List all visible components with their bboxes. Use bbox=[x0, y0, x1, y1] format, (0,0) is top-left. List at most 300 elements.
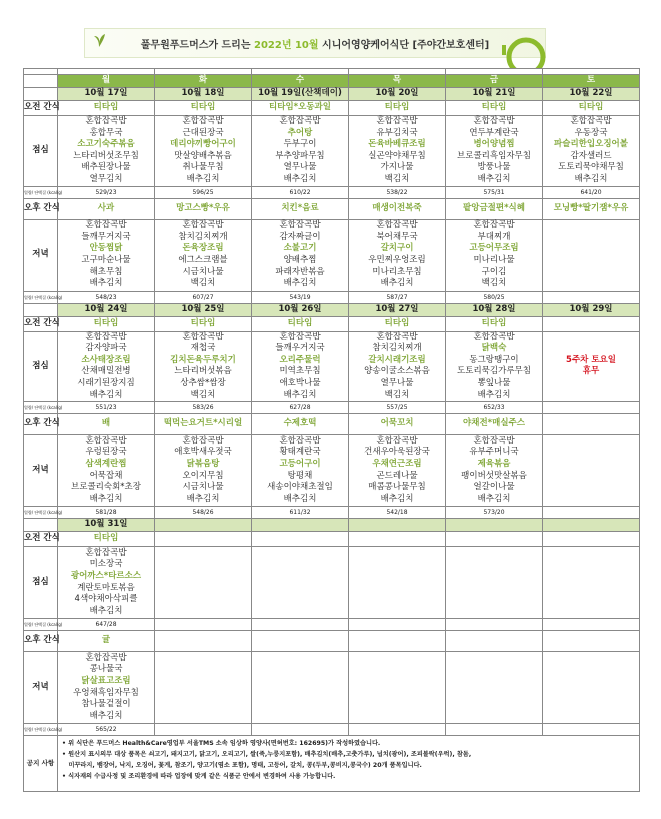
calorie-cell: 573/20 bbox=[446, 507, 543, 519]
menu-item: 추어탕 bbox=[287, 127, 313, 138]
day-header: 화 bbox=[155, 75, 252, 88]
menu-item: 파래자반볶음 bbox=[275, 266, 325, 277]
menu-item: 5주차 토요일 bbox=[566, 354, 616, 365]
date-cell bbox=[543, 519, 640, 532]
am-snack-cell: 티타임*오동과일 bbox=[252, 101, 349, 116]
table-row bbox=[24, 724, 640, 736]
menu-item: 혼합잡곡밥 bbox=[85, 547, 127, 558]
menu-item: 뽕잎나물 bbox=[477, 377, 511, 388]
day-header: 수 bbox=[252, 75, 349, 88]
lunch-cell bbox=[349, 547, 446, 619]
pm-snack-cell bbox=[543, 631, 640, 652]
pm-snack-cell: 모닝빵*딸기잼*우유 bbox=[543, 198, 640, 219]
menu-item: 들깨무거지국 bbox=[81, 231, 131, 242]
calorie-cell: 596/25 bbox=[155, 186, 252, 198]
menu-item: 우동장국 bbox=[574, 127, 608, 138]
menu-item: 고등어구이 bbox=[279, 459, 321, 470]
menu-item: 시금치나물 bbox=[182, 266, 224, 277]
row-label-calories: 열량/ 단백질 (kcal/g) bbox=[24, 724, 58, 736]
menu-item: 상추쌈*쌈장 bbox=[180, 377, 226, 388]
am-snack-cell bbox=[543, 532, 640, 547]
menu-item: 우렁된장국 bbox=[85, 447, 127, 458]
table-row bbox=[24, 291, 640, 303]
table-row bbox=[24, 435, 640, 507]
menu-item: 혼합잡곡밥 bbox=[473, 435, 515, 446]
menu-item: 에그스크램블 bbox=[178, 255, 228, 266]
menu-item: 해초무침 bbox=[89, 266, 123, 277]
calorie-cell: 565/22 bbox=[58, 724, 155, 736]
lunch-cell bbox=[58, 547, 155, 619]
calorie-cell: 611/32 bbox=[252, 507, 349, 519]
menu-item: 혼합잡곡밥 bbox=[182, 116, 224, 126]
am-snack-cell: 티타임 bbox=[155, 101, 252, 116]
menu-item: 느타리버섯볶음 bbox=[174, 366, 232, 377]
table-row bbox=[24, 219, 640, 291]
menu-item: 취나물무침 bbox=[182, 162, 224, 173]
am-snack-cell: 티타임 bbox=[58, 316, 155, 331]
am-snack-cell: 티타임 bbox=[446, 101, 543, 116]
am-snack-cell bbox=[252, 532, 349, 547]
lunch-cell bbox=[446, 116, 543, 187]
date-cell: 10월 17일 bbox=[58, 88, 155, 101]
notice-line-text: 위 식단은 푸드머스 Health&Care영업부 서울TMS 소속 임상하 영양사(면허번호: 162695)가 작성하였습니다. bbox=[68, 740, 381, 748]
row-label-calories: 열량/ 단백질 (kcal/g) bbox=[24, 291, 58, 303]
menu-item: 돈육바베큐조림 bbox=[368, 139, 426, 150]
menu-item: 혼합잡곡밥 bbox=[182, 220, 224, 231]
row-label-lunch: 점심 bbox=[24, 331, 58, 402]
date-cell: 10월 31일 bbox=[58, 519, 155, 532]
menu-item: 혼합잡곡밥 bbox=[85, 116, 127, 126]
pm-snack-cell: 떡먹는요거트*시리얼 bbox=[155, 414, 252, 435]
menu-item: 들깨우거지국 bbox=[275, 343, 325, 354]
pm-snack-cell: 망고스빵*우유 bbox=[155, 198, 252, 219]
pm-snack-cell bbox=[446, 631, 543, 652]
menu-item: 산채매밀전병 bbox=[81, 366, 131, 377]
dinner-cell bbox=[349, 435, 446, 507]
pm-snack-cell: 귤 bbox=[58, 631, 155, 652]
calorie-cell bbox=[446, 619, 543, 631]
lunch-cell bbox=[252, 116, 349, 187]
calorie-cell bbox=[155, 619, 252, 631]
menu-item: 브로콜리흑임자무침 bbox=[457, 150, 531, 161]
menu-item: 계란토마토볶음 bbox=[77, 582, 135, 593]
lunch-cell bbox=[349, 116, 446, 187]
menu-item: 양배추찜 bbox=[283, 255, 317, 266]
lunch-cell bbox=[155, 331, 252, 402]
menu-item: 혼합잡곡밥 bbox=[570, 116, 612, 126]
calorie-cell: 542/18 bbox=[349, 507, 446, 519]
row-label-pm-snack: 오후 간식 bbox=[24, 198, 58, 219]
menu-item: 감자양파국 bbox=[85, 343, 127, 354]
date-cell bbox=[446, 519, 543, 532]
dinner-cell bbox=[252, 652, 349, 724]
date-cell: 10월 25일 bbox=[155, 303, 252, 316]
menu-item: 애호박새우젓국 bbox=[174, 447, 232, 458]
menu-item: 오리주물럭 bbox=[279, 354, 321, 365]
menu-item: 우채연근조림 bbox=[372, 459, 422, 470]
am-snack-cell bbox=[543, 316, 640, 331]
calorie-cell: 575/31 bbox=[446, 186, 543, 198]
pm-snack-cell: 사과 bbox=[58, 198, 155, 219]
table-row bbox=[24, 88, 640, 101]
menu-item: 배추김치 bbox=[283, 493, 317, 504]
menu-item: 소불고기 bbox=[283, 243, 317, 254]
menu-item: 혼합잡곡밥 bbox=[279, 435, 321, 446]
table-row bbox=[24, 414, 640, 435]
date-cell: 10월 19일(산책데이) bbox=[252, 88, 349, 101]
menu-item: 광어까스*타르소스 bbox=[70, 571, 142, 582]
menu-item: 황태계란국 bbox=[279, 447, 321, 458]
am-snack-cell: 티타임 bbox=[446, 316, 543, 331]
pm-snack-cell: 배 bbox=[58, 414, 155, 435]
pm-snack-cell: 어묵꼬치 bbox=[349, 414, 446, 435]
dinner-cell bbox=[155, 652, 252, 724]
menu-item: 고등어무조림 bbox=[469, 243, 519, 254]
dinner-cell bbox=[543, 219, 640, 291]
page-title: 풀무원푸드머스가 드리는 2022년 10월 시니어영양케어식단 [주야간보호센터] bbox=[140, 40, 490, 51]
lunch-cell bbox=[349, 331, 446, 402]
day-header: 월 bbox=[58, 75, 155, 88]
notice-line: • 위 식단은 푸드머스 Health&Care영업부 서울TMS 소속 임상하 영양사(면허번호: 162695)가 작성하였습니다. bbox=[62, 740, 381, 748]
menu-item: 배추김치 bbox=[380, 278, 414, 289]
dinner-cell bbox=[58, 219, 155, 291]
menu-item: 맛살양배추볶음 bbox=[174, 150, 232, 161]
calorie-cell: 587/27 bbox=[349, 291, 446, 303]
meal-table bbox=[23, 68, 640, 792]
notice-line: • 원산지 표시의무 대상 품목은 쇠고기, 돼지고기, 닭고기, 오리고기, 쌀(죽,누룽지포함), 배추김치(배추,고춧가루), 넙치(광어), 조피볼락(우럭), 참돔, bbox=[62, 751, 472, 759]
pm-snack-cell bbox=[349, 631, 446, 652]
menu-item: 건새우아욱된장국 bbox=[364, 447, 430, 458]
label-cell bbox=[24, 519, 58, 532]
menu-item: 닭볶음탕 bbox=[186, 459, 220, 470]
menu-item: 배추김치 bbox=[89, 493, 123, 504]
circle-decoration-icon bbox=[498, 31, 544, 57]
dinner-cell bbox=[155, 435, 252, 507]
menu-item: 소사태장조림 bbox=[81, 354, 131, 365]
calorie-cell bbox=[543, 402, 640, 414]
menu-item: 배추김치 bbox=[283, 173, 317, 184]
menu-item: 배추김치 bbox=[89, 710, 123, 721]
menu-item: 재첩국 bbox=[190, 343, 216, 354]
pm-snack-cell bbox=[155, 631, 252, 652]
menu-item: 배추김치 bbox=[283, 278, 317, 289]
row-label-dinner: 저녁 bbox=[24, 435, 58, 507]
menu-item: 갈치시래기조림 bbox=[368, 354, 426, 365]
am-snack-cell: 티타임 bbox=[543, 101, 640, 116]
calorie-cell: 652/33 bbox=[446, 402, 543, 414]
menu-item: 김치돈육두루치기 bbox=[170, 354, 236, 365]
calorie-cell: 583/26 bbox=[155, 402, 252, 414]
menu-item: 참치김치찌개 bbox=[178, 231, 228, 242]
day-header: 목 bbox=[349, 75, 446, 88]
table-row bbox=[24, 75, 640, 88]
dinner-cell bbox=[252, 435, 349, 507]
pm-snack-cell bbox=[252, 631, 349, 652]
row-label-am-snack: 오전 간식 bbox=[24, 316, 58, 331]
menu-item: 백김치 bbox=[384, 389, 410, 400]
lunch-cell bbox=[155, 547, 252, 619]
menu-item: 연두부계란국 bbox=[469, 127, 519, 138]
calorie-cell bbox=[446, 724, 543, 736]
lunch-cell bbox=[155, 116, 252, 187]
menu-item: 혼합잡곡밥 bbox=[85, 331, 127, 342]
menu-item: 백김치 bbox=[384, 173, 410, 184]
table-row bbox=[24, 736, 640, 792]
menu-item: 혼합잡곡밥 bbox=[279, 331, 321, 342]
calorie-cell: 647/28 bbox=[58, 619, 155, 631]
menu-item: 새송이야채초절임 bbox=[267, 482, 333, 493]
menu-item: 닭백숙 bbox=[481, 343, 507, 354]
day-header: 토 bbox=[543, 75, 640, 88]
menu-item: 휴무 bbox=[582, 366, 600, 377]
menu-item: 갈치구이 bbox=[380, 243, 414, 254]
menu-item: 백김치 bbox=[481, 278, 507, 289]
menu-item: 열무김치 bbox=[89, 173, 123, 184]
menu-item: 배추김치 bbox=[477, 389, 511, 400]
am-snack-cell: 티타임 bbox=[349, 101, 446, 116]
row-label-calories: 열량/ 단백질 (kcal/g) bbox=[24, 402, 58, 414]
row-label-pm-snack: 오후 간식 bbox=[24, 631, 58, 652]
menu-item: 유부김치국 bbox=[376, 127, 418, 138]
menu-item: 배추김치 bbox=[477, 173, 511, 184]
lunch-cell bbox=[252, 331, 349, 402]
menu-item: 매콤콩나물무침 bbox=[368, 482, 426, 493]
table-row bbox=[24, 507, 640, 519]
dinner-cell bbox=[349, 652, 446, 724]
calorie-cell: 580/25 bbox=[446, 291, 543, 303]
menu-item: 배추김치 bbox=[89, 278, 123, 289]
menu-item: 혼합잡곡밥 bbox=[473, 116, 515, 126]
calorie-cell: 641/20 bbox=[543, 186, 640, 198]
table-row bbox=[24, 303, 640, 316]
dinner-cell bbox=[58, 435, 155, 507]
dinner-cell bbox=[252, 219, 349, 291]
dinner-cell bbox=[446, 219, 543, 291]
pm-snack-cell: 야채전*매실주스 bbox=[446, 414, 543, 435]
menu-item: 백김치 bbox=[190, 278, 216, 289]
row-label-calories: 열량/ 단백질 (kcal/g) bbox=[24, 186, 58, 198]
menu-item: 소고기숙주볶음 bbox=[77, 139, 135, 150]
table-row bbox=[24, 532, 640, 547]
menu-item: 유부주머니국 bbox=[469, 447, 519, 458]
calorie-cell bbox=[349, 619, 446, 631]
calorie-cell: 543/19 bbox=[252, 291, 349, 303]
date-cell bbox=[349, 519, 446, 532]
calorie-cell: 581/28 bbox=[58, 507, 155, 519]
menu-item: 혼합잡곡밥 bbox=[473, 331, 515, 342]
date-cell: 10월 18일 bbox=[155, 88, 252, 101]
row-label-calories: 열량/ 단백질 (kcal/g) bbox=[24, 619, 58, 631]
am-snack-cell bbox=[349, 532, 446, 547]
menu-item: 시래기된장지짐 bbox=[77, 377, 135, 388]
lunch-cell bbox=[446, 331, 543, 402]
lunch-cell bbox=[58, 116, 155, 187]
dinner-cell bbox=[446, 435, 543, 507]
notice-line: • 식자재의 수급사정 및 조리환경에 따라 업장에 맞게 같은 식품군 안에서 변경하여 사용 가능합니다. bbox=[62, 773, 336, 781]
menu-item: 혼합잡곡밥 bbox=[182, 435, 224, 446]
am-snack-cell: 티타임 bbox=[58, 101, 155, 116]
menu-item: 북어채무국 bbox=[376, 231, 418, 242]
table-row bbox=[24, 652, 640, 724]
menu-item: 미소장국 bbox=[89, 559, 123, 570]
row-label-lunch: 점심 bbox=[24, 116, 58, 187]
label-cell bbox=[24, 88, 58, 101]
date-cell: 10월 20일 bbox=[349, 88, 446, 101]
dinner-cell bbox=[349, 219, 446, 291]
date-cell: 10월 26일 bbox=[252, 303, 349, 316]
row-label-notice: 공지 사항 bbox=[24, 736, 58, 792]
menu-item: 브로콜리숙회*초장 bbox=[71, 482, 141, 493]
dinner-cell bbox=[446, 652, 543, 724]
menu-item: 혼합잡곡밥 bbox=[376, 331, 418, 342]
menu-item: 4색야채아삭피클 bbox=[74, 594, 138, 605]
menu-item: 혼합잡곡밥 bbox=[376, 220, 418, 231]
menu-item: 얼갈이나물 bbox=[473, 482, 515, 493]
menu-item: 고구마순나물 bbox=[81, 255, 131, 266]
lunch-cell bbox=[543, 331, 640, 402]
row-label-am-snack: 오전 간식 bbox=[24, 532, 58, 547]
date-cell: 10월 28일 bbox=[446, 303, 543, 316]
lunch-cell bbox=[446, 547, 543, 619]
pm-snack-cell: 수제호떡 bbox=[252, 414, 349, 435]
table-row bbox=[24, 631, 640, 652]
am-snack-cell: 티타임 bbox=[349, 316, 446, 331]
menu-item: 팽이버섯맛살볶음 bbox=[461, 470, 527, 481]
menu-item: 실곤약야채무침 bbox=[368, 150, 426, 161]
menu-item: 혼합잡곡밥 bbox=[473, 220, 515, 231]
menu-item: 방풍나물 bbox=[477, 162, 511, 173]
menu-item: 열무나물 bbox=[380, 377, 414, 388]
menu-item: 양송이굴소스볶음 bbox=[364, 366, 430, 377]
menu-item: 혼합잡곡밥 bbox=[182, 331, 224, 342]
menu-item: 참치김치찌개 bbox=[372, 343, 422, 354]
pm-snack-cell bbox=[543, 414, 640, 435]
table-row bbox=[24, 331, 640, 402]
row-label-lunch: 점심 bbox=[24, 547, 58, 619]
menu-item: 데리야끼빵어구이 bbox=[170, 139, 236, 150]
menu-item: 백김치 bbox=[190, 389, 216, 400]
calorie-cell bbox=[349, 724, 446, 736]
menu-item: 가지나물 bbox=[380, 162, 414, 173]
am-snack-cell: 티타임 bbox=[155, 316, 252, 331]
lunch-cell bbox=[543, 116, 640, 187]
notice-line-text: 미꾸라지, 뱀장어, 낙지, 오징어, 꽃게, 참조기, 양고기(염소 포함), 명태, 고등어, 갈치, 콩(두부,콩비지,콩국수) 20개 품목입니다. bbox=[68, 762, 422, 770]
am-snack-cell bbox=[155, 532, 252, 547]
menu-item: 감자샐러드 bbox=[570, 150, 612, 161]
calorie-cell: 551/23 bbox=[58, 402, 155, 414]
table-row bbox=[24, 101, 640, 116]
calorie-cell: 627/28 bbox=[252, 402, 349, 414]
date-cell: 10월 27일 bbox=[349, 303, 446, 316]
menu-item: 삼색계란찜 bbox=[85, 459, 127, 470]
menu-item: 혼합잡곡밥 bbox=[376, 116, 418, 126]
menu-item: 배추김치 bbox=[186, 173, 220, 184]
menu-item: 혼합잡곡밥 bbox=[85, 220, 127, 231]
menu-item: 근대된장국 bbox=[182, 127, 224, 138]
table-row bbox=[24, 619, 640, 631]
calorie-cell: 529/23 bbox=[58, 186, 155, 198]
dinner-cell bbox=[543, 652, 640, 724]
menu-item: 콩나물국 bbox=[89, 664, 123, 675]
table-row bbox=[24, 402, 640, 414]
menu-item: 참나물겉절이 bbox=[81, 699, 131, 710]
pm-snack-cell: 팥앙금절편*식혜 bbox=[446, 198, 543, 219]
header-banner bbox=[84, 28, 546, 58]
calorie-cell: 557/25 bbox=[349, 402, 446, 414]
menu-item: 미나리초무침 bbox=[372, 266, 422, 277]
menu-item: 미역초무침 bbox=[279, 366, 321, 377]
menu-item: 구이김 bbox=[481, 266, 507, 277]
menu-item: 동그랑땡구이 bbox=[469, 354, 519, 365]
day-header: 금 bbox=[446, 75, 543, 88]
table-row bbox=[24, 186, 640, 198]
calorie-cell: 548/23 bbox=[58, 291, 155, 303]
menu-item: 두부구이 bbox=[283, 139, 317, 150]
menu-item: 배추김치 bbox=[89, 605, 123, 616]
calorie-cell bbox=[543, 724, 640, 736]
table-row bbox=[24, 316, 640, 331]
dinner-cell bbox=[543, 435, 640, 507]
notice-line bbox=[62, 760, 635, 771]
am-snack-cell: 티타임 bbox=[58, 532, 155, 547]
table-row bbox=[24, 116, 640, 187]
menu-item: 감자짜글이 bbox=[279, 231, 321, 242]
row-label-dinner: 저녁 bbox=[24, 219, 58, 291]
menu-item: 배추김치 bbox=[186, 493, 220, 504]
menu-item: 닭살표고조림 bbox=[81, 676, 131, 687]
menu-item: 배추된장나물 bbox=[81, 162, 131, 173]
menu-item: 느타리버섯조무침 bbox=[73, 150, 139, 161]
menu-item: 우민찌우엉조림 bbox=[368, 255, 426, 266]
menu-item: 미나리나물 bbox=[473, 255, 515, 266]
table-row bbox=[24, 198, 640, 219]
menu-item: 오이지무침 bbox=[182, 470, 224, 481]
menu-item: 배추김치 bbox=[380, 493, 414, 504]
pm-snack-cell: 매생이전복죽 bbox=[349, 198, 446, 219]
notice-text bbox=[58, 736, 640, 792]
menu-item: 부대찌개 bbox=[477, 231, 511, 242]
menu-item: 곤드레나물 bbox=[376, 470, 418, 481]
menu-item: 홍합무국 bbox=[89, 127, 123, 138]
menu-item: 배추김치 bbox=[574, 173, 608, 184]
date-cell bbox=[155, 519, 252, 532]
lunch-cell bbox=[58, 331, 155, 402]
calorie-cell: 538/22 bbox=[349, 186, 446, 198]
row-label-pm-snack: 오후 간식 bbox=[24, 414, 58, 435]
calorie-cell: 610/22 bbox=[252, 186, 349, 198]
notice-line-text: 식자재의 수급사정 및 조리환경에 따라 업장에 맞게 같은 식품군 안에서 변경하여 사용 가능합니다. bbox=[68, 773, 336, 781]
label-cell bbox=[24, 303, 58, 316]
date-cell: 10월 22일 bbox=[543, 88, 640, 101]
menu-item: 혼합잡곡밥 bbox=[85, 435, 127, 446]
menu-item: 어묵잡채 bbox=[89, 470, 123, 481]
menu-item: 병어양념찜 bbox=[473, 139, 515, 150]
date-cell: 10월 24일 bbox=[58, 303, 155, 316]
am-snack-cell bbox=[446, 532, 543, 547]
lunch-cell bbox=[543, 547, 640, 619]
corner-cell bbox=[24, 75, 58, 88]
calorie-cell: 607/27 bbox=[155, 291, 252, 303]
menu-item: 도토리묵야채무침 bbox=[558, 162, 624, 173]
calorie-cell bbox=[252, 619, 349, 631]
row-label-am-snack: 오전 간식 bbox=[24, 101, 58, 116]
date-cell bbox=[252, 519, 349, 532]
dinner-cell bbox=[155, 219, 252, 291]
menu-item: 배추김치 bbox=[283, 389, 317, 400]
menu-item: 혼합잡곡밥 bbox=[279, 116, 321, 126]
calorie-cell: 548/26 bbox=[155, 507, 252, 519]
calorie-cell bbox=[252, 724, 349, 736]
